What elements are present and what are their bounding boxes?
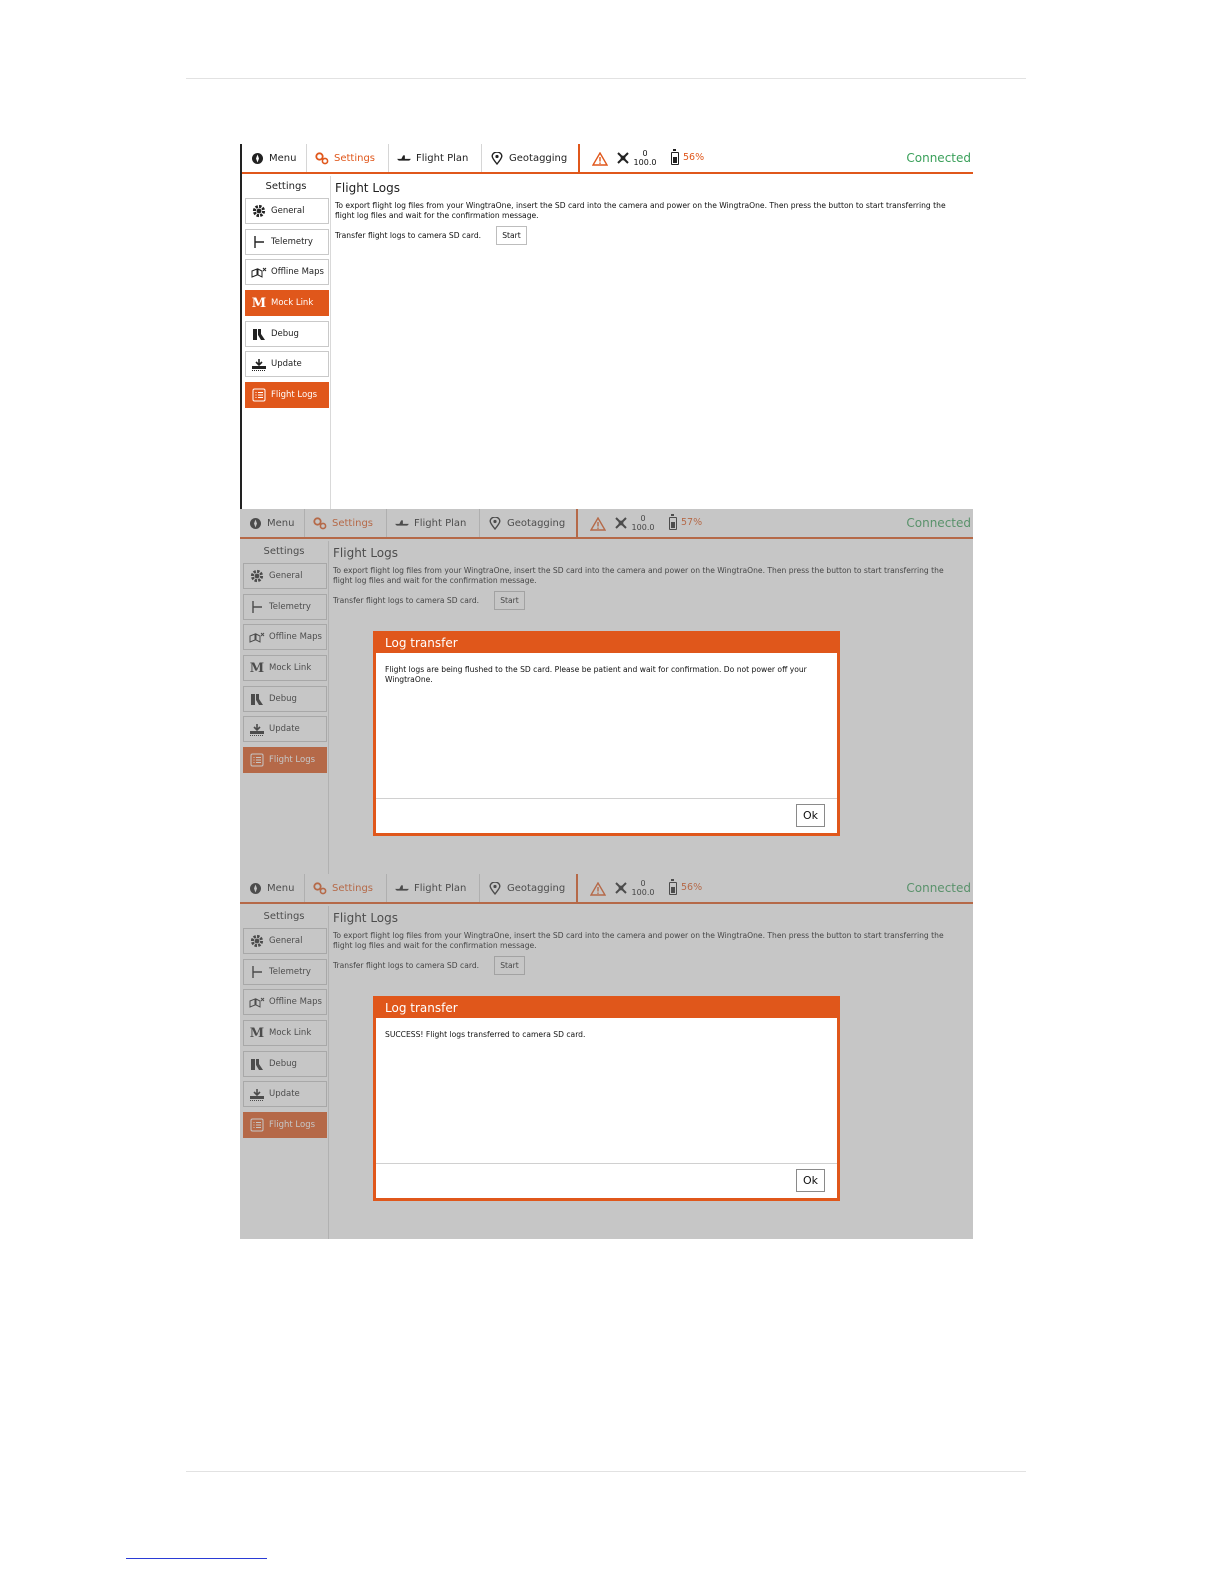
warning-icon[interactable]	[592, 151, 608, 165]
geotagging-tab[interactable]: Geotagging	[480, 509, 576, 537]
battery-percent: 56%	[681, 882, 703, 893]
sidebar-item-offline-maps[interactable]: Offline Maps	[243, 989, 327, 1015]
toolbar-separator	[578, 144, 580, 172]
gear-icon	[251, 204, 267, 218]
page-header-rule	[186, 78, 1026, 79]
map-pin-icon	[490, 151, 504, 165]
sidebar-item-update[interactable]: Update	[245, 351, 329, 377]
mock-link-icon: M	[251, 295, 267, 311]
transfer-label: Transfer flight logs to camera SD card.	[333, 596, 480, 605]
compass-icon	[250, 151, 264, 165]
settings-sidebar	[242, 176, 331, 509]
page-footer-rule	[186, 1471, 1026, 1472]
sidebar-item-general[interactable]: General	[243, 928, 327, 954]
start-button[interactable]: Start	[494, 591, 525, 610]
sidebar-item-update[interactable]: Update	[243, 1081, 327, 1107]
geotagging-tab[interactable]: Geotagging	[480, 874, 576, 902]
debug-icon	[251, 327, 267, 341]
sidebar-item-mock-link[interactable]: M Mock Link	[245, 290, 329, 316]
sidebar-item-update[interactable]: Update	[243, 716, 327, 742]
description-text: To export flight log files from your WingtraOne, insert the SD card into the camera and power on the WingtraOne. Then press the button to start transferring the flight log files and wait for the confirmation message.	[333, 931, 944, 950]
mock-link-icon: M	[249, 660, 265, 676]
footnote-separator	[126, 1558, 267, 1559]
ok-button[interactable]: Ok	[796, 804, 825, 827]
start-button[interactable]: Start	[494, 956, 525, 975]
sidebar-title: Settings	[263, 911, 305, 922]
telemetry-icon	[251, 235, 267, 249]
dialog-message: Flight logs are being flushed to the SD card. Please be patient and wait for confirmation. Do not power off your WingtraOne.	[385, 665, 807, 684]
dialog-divider	[376, 798, 837, 799]
description-text: To export flight log files from your WingtraOne, insert the SD card into the camera and power on the WingtraOne. Then press the button to start transferring the flight log files and wait for the confirmation message.	[335, 201, 946, 220]
connection-status: Connected	[906, 516, 971, 530]
gps-satellite-count: 0	[642, 149, 648, 158]
battery-icon	[671, 152, 679, 165]
sidebar-item-flight-logs[interactable]: Flight Logs	[245, 382, 329, 408]
gps-hdop: 100.0	[631, 888, 655, 897]
gps-hdop: 100.0	[631, 523, 655, 532]
ok-button[interactable]: Ok	[796, 1169, 825, 1192]
sidebar-item-telemetry[interactable]: Telemetry	[243, 594, 327, 620]
sidebar-item-offline-maps[interactable]: Offline Maps	[245, 259, 329, 285]
flight-plan-tab[interactable]: Flight Plan	[389, 144, 482, 172]
battery-percent: 57%	[681, 517, 703, 528]
settings-tab[interactable]: Settings	[305, 509, 387, 537]
transfer-label: Transfer flight logs to camera SD card.	[333, 961, 480, 970]
screenshot-1	[240, 144, 973, 509]
gps-hdop: 100.0	[633, 158, 657, 167]
sidebar-item-telemetry[interactable]: Telemetry	[243, 959, 327, 985]
sidebar-item-debug[interactable]: Debug	[243, 686, 327, 712]
sidebar-item-mock-link[interactable]: M Mock Link	[243, 655, 327, 681]
screenshot-2	[240, 509, 973, 874]
dialog-message: SUCCESS! Flight logs transferred to camera SD card.	[385, 1030, 586, 1039]
description-text: To export flight log files from your WingtraOne, insert the SD card into the camera and power on the WingtraOne. Then press the button to start transferring the flight log files and wait for the confirmation message.	[333, 566, 944, 585]
log-transfer-dialog	[373, 631, 840, 836]
menu-tab[interactable]: Menu	[240, 874, 305, 902]
sidebar-title: Settings	[263, 546, 305, 557]
offline-maps-icon	[251, 265, 267, 279]
settings-tab[interactable]: Settings	[305, 874, 387, 902]
satellite-icon[interactable]	[616, 150, 630, 164]
sidebar-item-flight-logs[interactable]: Flight Logs	[243, 747, 327, 773]
page-title: Flight Logs	[333, 546, 398, 560]
start-button[interactable]: Start	[496, 226, 527, 245]
page-title: Flight Logs	[335, 181, 400, 195]
flight-plan-tab[interactable]: Flight Plan	[387, 874, 480, 902]
page-title: Flight Logs	[333, 911, 398, 925]
sidebar-title: Settings	[265, 181, 307, 192]
update-icon	[251, 357, 267, 371]
menu-tab[interactable]: Menu	[242, 144, 307, 172]
list-icon	[251, 388, 267, 402]
plane-icon	[397, 151, 411, 165]
flight-plan-tab[interactable]: Flight Plan	[387, 509, 480, 537]
gps-satellite-count: 0	[640, 514, 646, 523]
content-panel	[334, 176, 973, 509]
transfer-label: Transfer flight logs to camera SD card.	[335, 231, 482, 240]
sidebar-item-debug[interactable]: Debug	[245, 321, 329, 347]
log-transfer-dialog	[373, 996, 840, 1201]
sidebar-item-general[interactable]: General	[245, 198, 329, 224]
sidebar-item-debug[interactable]: Debug	[243, 1051, 327, 1077]
gps-satellite-count: 0	[640, 879, 646, 888]
menu-tab[interactable]: Menu	[240, 509, 305, 537]
geotagging-tab[interactable]: Geotagging	[482, 144, 578, 172]
screenshot-3	[240, 874, 973, 1239]
battery-percent: 56%	[683, 152, 705, 163]
sidebar-item-general[interactable]: General	[243, 563, 327, 589]
top-toolbar	[242, 144, 973, 174]
dialog-title: Log transfer	[376, 999, 837, 1018]
dialog-divider	[376, 1163, 837, 1164]
settings-tab[interactable]: Settings	[307, 144, 389, 172]
sidebar-item-telemetry[interactable]: Telemetry	[245, 229, 329, 255]
gears-icon	[315, 151, 329, 165]
sidebar-item-offline-maps[interactable]: Offline Maps	[243, 624, 327, 650]
connection-status: Connected	[906, 881, 971, 895]
mock-link-icon: M	[249, 1025, 265, 1041]
connection-status: Connected	[906, 151, 971, 165]
sidebar-item-mock-link[interactable]: M Mock Link	[243, 1020, 327, 1046]
sidebar-item-flight-logs[interactable]: Flight Logs	[243, 1112, 327, 1138]
dialog-title: Log transfer	[376, 634, 837, 653]
